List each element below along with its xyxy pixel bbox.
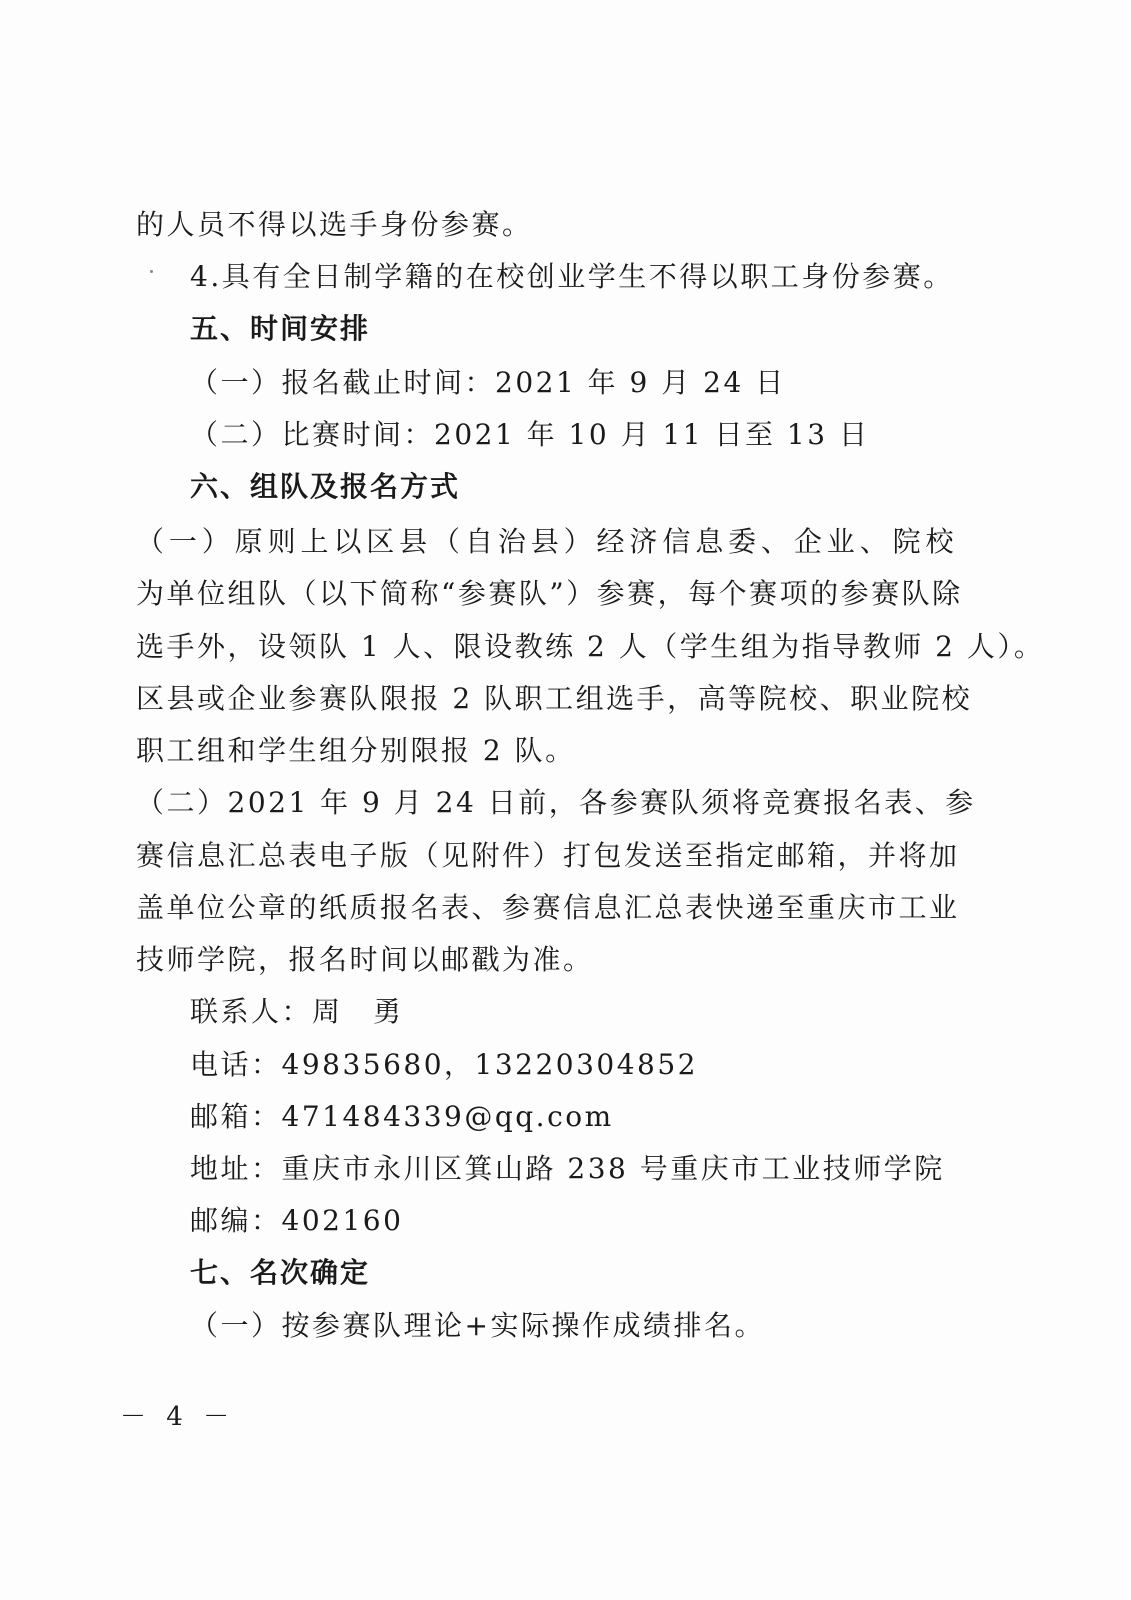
contact-phone: 电话：49835680，13220304852 (190, 1048, 698, 1081)
contact-address: 地址：重庆市永川区箕山路 238 号重庆市工业技师学院 (190, 1152, 945, 1185)
contact-postcode: 邮编：402160 (190, 1204, 404, 1237)
paragraph-line: （一）原则上以区县（自治县）经济信息委、企业、院校 (136, 525, 956, 558)
paragraph-line: 的人员不得以选手身份参赛。 (136, 208, 533, 241)
contact-person: 联系人：周 勇 (190, 995, 404, 1028)
paragraph-line: 盖单位公章的纸质报名表、参赛信息汇总表快递至重庆市工业 (136, 891, 960, 924)
contact-email: 邮箱：471484339@qq.com (190, 1100, 614, 1133)
paragraph-line: （一）报名截止时间：2021 年 9 月 24 日 (190, 366, 786, 399)
paragraph-line: 为单位组队（以下简称“参赛队”）参赛，每个赛项的参赛队除 (136, 577, 963, 610)
paragraph-line: （一）按参赛队理论+实际操作成绩排名。 (190, 1309, 765, 1342)
scan-speck (150, 270, 153, 273)
paragraph-line: 4.具有全日制学籍的在校创业学生不得以职工身份参赛。 (190, 260, 954, 293)
section-heading: 七、名次确定 (190, 1256, 371, 1289)
page-number: － 4 － (120, 1402, 236, 1432)
paragraph-line: 选手外，设领队 1 人、限设教练 2 人（学生组为指导教师 2 人）。 (136, 630, 1045, 663)
paragraph-line: （二）比赛时间：2021 年 10 月 11 日至 13 日 (190, 418, 870, 451)
paragraph-line: 区县或企业参赛队限报 2 队职工组选手，高等院校、职业院校 (136, 682, 973, 715)
section-heading: 六、组队及报名方式 (190, 470, 461, 503)
section-heading: 五、时间安排 (190, 312, 371, 345)
paragraph-line: 赛信息汇总表电子版（见附件）打包发送至指定邮箱，并将加 (136, 839, 960, 872)
paragraph-line: （二）2021 年 9 月 24 日前，各参赛队须将竞赛报名表、参 (136, 786, 976, 819)
paragraph-line: 技师学院，报名时间以邮戳为准。 (136, 943, 594, 976)
paragraph-line: 职工组和学生组分别限报 2 队。 (136, 734, 576, 767)
